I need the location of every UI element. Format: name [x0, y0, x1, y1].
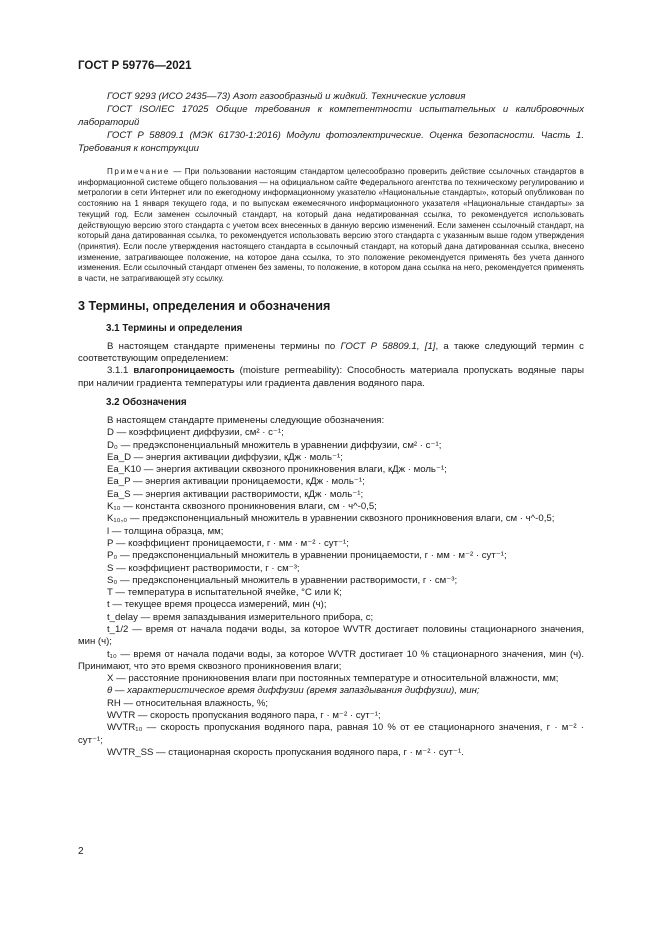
- symbol-item: K₁₀,₀ — предэкспоненциальный множитель в уравнении сквозного проникновения влаги, см · ч^-0,5;: [107, 513, 555, 525]
- symbol-item: WVTR₁₀ — скорость пропускания водяного пара, равная 10 % от ее стационарного значения, г · м⁻² · сут⁻¹;: [78, 722, 584, 746]
- symbol-item: t — текущее время процесса измерений, мин (ч);: [107, 599, 327, 611]
- running-header: ГОСТ Р 59776—2021: [78, 60, 192, 72]
- symbol-item: t_1/2 — время от начала подачи воды, за которое WVTR достигает половины стационарного значения, мин (ч);: [78, 624, 584, 648]
- symbol-item: t₁₀ — время от начала подачи воды, за которое WVTR достигает 10 % стационарного значения, мин (ч). Принимают, что это время сквозного проникновения влаги;: [78, 648, 584, 672]
- symbol-item: Ea_P — энергия активации проницаемости, кДж · моль⁻¹;: [107, 476, 365, 488]
- subsection-heading: 3.1 Термины и определения: [106, 322, 243, 334]
- intro-text: , а также следующий термин с соответствующим определением:: [78, 340, 584, 365]
- symbol-item: l — толщина образца, мм;: [107, 525, 224, 537]
- symbols-list: [78, 415, 584, 759]
- section-heading: 3 Термины, определения и обозначения: [78, 298, 331, 313]
- symbol-item: Ea_D — энергия активации диффузии, кДж · моль⁻¹;: [107, 451, 343, 463]
- symbol-item: D — коэффициент диффузии, см² · с⁻¹;: [107, 427, 284, 439]
- symbol-item: WVTR_SS — стационарная скорость пропускания водяного пара, г · м⁻² · сут⁻¹.: [107, 746, 464, 758]
- symbol-item: X — расстояние проникновения влаги при постоянных температуре и относительной влажности, мм;: [107, 673, 559, 685]
- term-text: Способность материала пропускать водяные пары при наличии градиента температуры или градиента давления водяного пара.: [78, 365, 584, 389]
- normative-references: [78, 91, 584, 155]
- term-definition: [78, 365, 584, 390]
- intro-text: В настоящем стандарте применены термины по: [107, 340, 341, 352]
- symbol-item: θ — характеристическое время диффузии (время запаздывания диффузии), мин;: [107, 685, 480, 697]
- symbol-item: WVTR — скорость пропускания водяного пара, г · м⁻² · сут⁻¹;: [107, 710, 381, 722]
- symbol-item: P₀ — предэкспоненциальный множитель в уравнении проницаемости, г · мм · м⁻² · сут⁻¹;: [107, 550, 507, 562]
- symbol-item: P — коэффициент проницаемости, г · мм · м⁻² · сут⁻¹;: [107, 537, 349, 549]
- page-number: 2: [78, 846, 84, 857]
- terms-section: [78, 341, 584, 390]
- note-text: — При пользовании настоящим стандартом целесообразно проверить действие ссылочных стандартов в информационной системе общего пользования — на официальном сайте Федерального агентства по техническому регулированию и метрологии в сети Интернет или по ежегодному информационному указателю «Национальные стандарты», который опубликован по состоянию на 1 января текущего года, и по выпускам ежемесячного информационного указателя «Национальные стандарты» за текущий год. Если заменен ссылочный стандарт, на который дана недатированная ссылка, то рекомендуется использовать действующую версию этого стандарта с учетом всех внесенных в данную версию изменений. Если заменен ссылочный стандарт, на который дана датированная ссылка, то рекомендуется использовать версию этого стандарта с указанным выше годом утверждения (принятия). Если после утверждения настоящего стандарта в ссылочный стандарт, на который дана датированная ссылка, внесено изменение, затрагивающее положение, на которое дана ссылка, то это положение рекомендуется применять без учета данного изменения. Если ссылочный стандарт отменен без замены, то положение, в котором дана ссылка на него, рекомендуется применять в части, не затрагивающей эту ссылку.: [78, 167, 584, 284]
- reference-item: ГОСТ 9293 (ИСО 2435—73) Азот газообразный и жидкий. Технические условия: [107, 91, 466, 102]
- terms-intro: [78, 341, 584, 366]
- term-english: (moisture permeability):: [234, 365, 343, 377]
- symbol-item: Ea_S — энергия активации растворимости, кДж · моль⁻¹;: [107, 488, 364, 500]
- term-name: влагопроницаемость: [133, 365, 235, 377]
- page-content: [78, 91, 584, 759]
- note-label: Примечание: [107, 167, 170, 177]
- subsection-heading: 3.2 Обозначения: [106, 396, 187, 408]
- symbol-item: RH — относительная влажность, %;: [107, 697, 269, 709]
- symbols-intro: В настоящем стандарте применены следующие обозначения:: [107, 414, 385, 426]
- note-paragraph: [78, 167, 584, 285]
- reference-item: ГОСТ Р 58809.1 (МЭК 61730-1:2016) Модули фотоэлектрические. Оценка безопасности. Часть 1. Требования к конструкции: [78, 130, 584, 154]
- symbol-item: S₀ — предэкспоненциальный множитель в уравнении растворимости, г · см⁻³;: [107, 574, 458, 586]
- intro-reference: ГОСТ Р 58809.1, [1]: [340, 340, 436, 352]
- term-number: 3.1.1: [107, 365, 129, 377]
- symbol-item: T — температура в испытательной ячейке, °С или К;: [107, 587, 342, 599]
- reference-item: ГОСТ ISO/IEC 17025 Общие требования к компетентности испытательных и калибровочных лабораторий: [78, 104, 584, 128]
- symbol-item: D₀ — предэкспоненциальный множитель в уравнении диффузии, см² · с⁻¹;: [107, 439, 442, 451]
- symbol-item: K₁₀ — константа сквозного проникновения влаги, см · ч^-0,5;: [107, 501, 377, 513]
- symbol-item: S — коэффициент растворимости, г · см⁻³;: [107, 562, 300, 574]
- symbol-item: Ea_K10 — энергия активации сквозного проникновения влаги, кДж · моль⁻¹;: [107, 464, 447, 476]
- symbol-item: t_delay — время запаздывания измерительного прибора, с;: [107, 611, 374, 623]
